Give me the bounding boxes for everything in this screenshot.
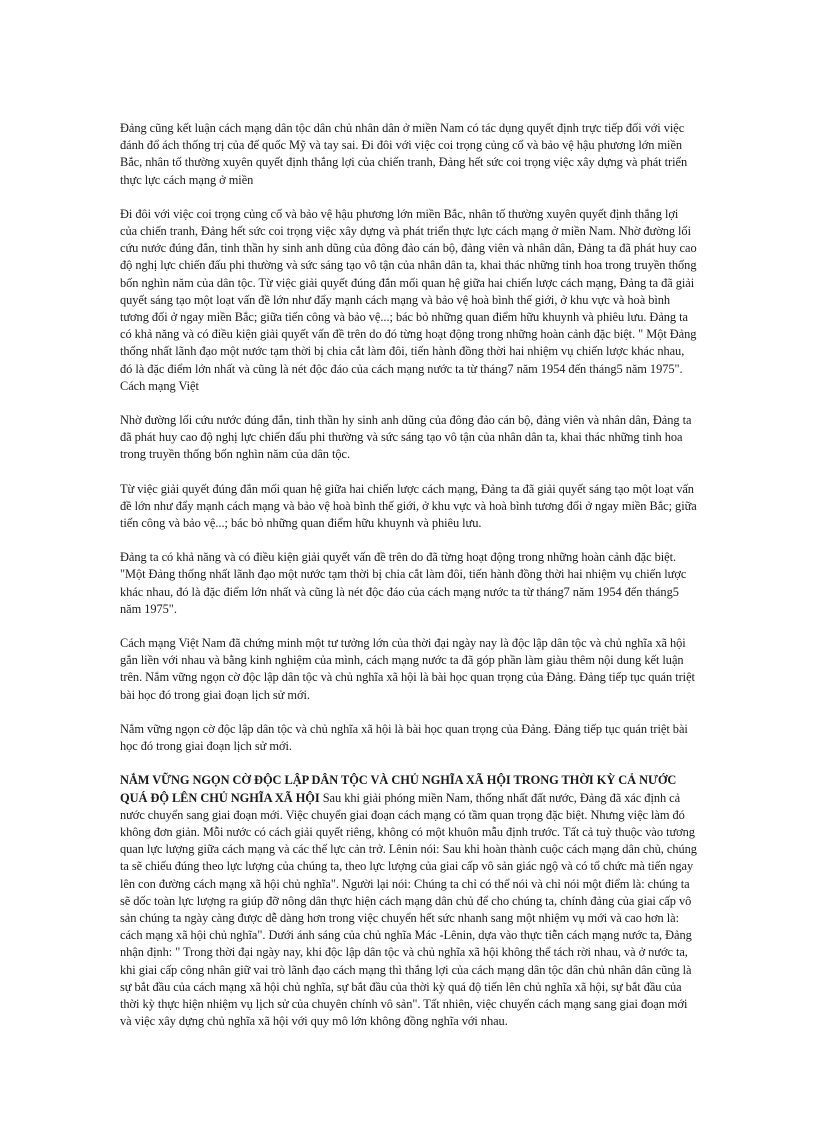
- document-page: [120, 120, 698, 1047]
- paragraph-2: Đi đôi với việc coi trọng củng cố và bảo vệ hậu phương lớn miền Bắc, nhân tố thường xuyên quyết định thắng lợi của chiến tranh, Đảng hết sức coi trọng việc xây dựng và phát triển thực lực cách mạng ở miền Nam. Nhờ đường lối cứu nước đúng đắn, tinh thần hy sinh anh dũng của đông đảo cán bộ, đảng viên và nhân dân, Đảng ta đã phát huy cao độ nghị lực chiến đấu phi thường và sức sáng tạo vô tận của nhân dân ta, khai thác những tinh hoa trong truyền thống bốn nghìn năm của dân tộc. Từ việc giải quyết đúng đắn mối quan hệ giữa hai chiến lược cách mạng, Đảng ta đã giải quyết sáng tạo một loạt vấn đề lớn như đẩy mạnh cách mạng và bảo vệ hoà bình thế giới, ở khu vực và hoà bình tương đối ở ngay miền Bắc; giữa tiến công và bảo vệ...; bác bỏ những quan điểm hữu khuynh và phiêu lưu. Đảng ta có khả năng và có điều kiện giải quyết vấn đề trên do đó từng hoạt động trong những hoàn cảnh đặc biệt. " Một Đảng thống nhất lãnh đạo một nước tạm thời bị chia cắt làm đôi, tiến hành đồng thời hai nhiệm vụ chiến lược khác nhau, đó là đặc điểm lớn nhất và cũng là nét độc đáo của cách mạng nước ta từ tháng7 năm 1954 đến tháng5 năm 1975". Cách mạng Việt: [120, 206, 697, 393]
- paragraph-6: Cách mạng Việt Nam đã chứng minh một tư tưởng lớn của thời đại ngày nay là độc lập dân tộc và chủ nghĩa xã hội gắn liền với nhau và bằng kinh nghiệm của mình, cách mạng nước ta đã góp phần làm giàu thêm nội dung kết luận trên. Nắm vững ngọn cờ độc lập dân tộc và chủ nghĩa xã hội là bài học quan trọng của Đảng. Đảng tiếp tục quán triệt bài học đó trong giai đoạn lịch sử mới.: [120, 636, 695, 702]
- paragraph-4: Từ việc giải quyết đúng đắn mối quan hệ giữa hai chiến lược cách mạng, Đảng ta đã giải quyết sáng tạo một loạt vấn đề lớn như đẩy mạnh cách mạng và bảo vệ hoà bình thế giới, ở khu vực và hoà bình tương đối ở ngay miền Bắc; giữa tiến công và bảo vệ...; bác bỏ những quan điểm hữu khuynh và phiêu lưu.: [120, 481, 697, 531]
- paragraph-5: Đảng ta có khả năng và có điều kiện giải quyết vấn đề trên do đã từng hoạt động trong những hoàn cảnh đặc biệt. "Một Đảng thống nhất lãnh đạo một nước tạm thời bị chia cắt làm đôi, tiến hành đồng thời hai nhiệm vụ chiến lược khác nhau, đó là đặc điểm lớn nhất và cũng là nét độc đáo của cách mạng nước ta từ tháng7 năm 1954 đến tháng5 năm 1975".: [120, 550, 687, 616]
- paragraph-7: Nắm vững ngọn cờ độc lập dân tộc và chủ nghĩa xã hội là bài học quan trọng của Đảng. Đảng tiếp tục quán triệt bài học đó trong giai đoạn lịch sử mới.: [120, 721, 688, 754]
- section-heading: NẮM VỮNG NGỌN CỜ ĐỘC LẬP DÂN TỘC VÀ CHỦ NGHĨA XÃ HỘI TRONG THỜI KỲ CẢ NƯỚC QUÁ ĐỘ LÊN CHỦ NGHĨA XÃ HỘI: [120, 773, 677, 805]
- paragraph-3: Nhờ đường lối cứu nước đúng đắn, tinh thần hy sinh anh dũng của đông đảo cán bộ, đảng viên và nhân dân, Đảng ta đã phát huy cao độ nghị lực chiến đấu phi thường và sức sáng tạo vô tận của nhân dân ta, khai thác những tinh hoa trong truyền thống bốn nghìn năm của dân tộc.: [120, 413, 692, 462]
- paragraph-1: Đảng cũng kết luận cách mạng dân tộc dân chủ nhân dân ở miền Nam có tác dụng quyết định trực tiếp đối với việc đánh đổ ách thống trị của đế quốc Mỹ và tay sai. Đi đôi với việc coi trọng củng cố và bảo vệ hậu phương lớn miền Bắc, nhân tố thường xuyên quyết định thắng lợi của chiến tranh, Đảng hết sức coi trọng việc xây dựng và phát triển thực lực cách mạng ở miền: [120, 121, 688, 187]
- final-section: [120, 772, 698, 1030]
- section-body: Sau khi giải phóng miền Nam, thống nhất đất nước, Đảng đã xác định cả nước chuyển sang giai đoạn mới. Việc chuyển giai đoạn cách mạng có tầm quan trọng đặc biệt. Nhưng việc làm đó không đơn giản. Mỗi nước có cách giải quyết riêng, không có một khuôn mẫu định trước. Tất cả tuỳ thuộc vào tương quan lực lượng giữa cách mạng và các thế lực cản trở. Lênin nói: Sau khi hoàn thành cuộc cách mạng dân chủ, chúng ta sẽ chiếu đúng theo lực lượng của chúng ta, theo lực lượng của giai cấp vô sản giác ngộ và có tổ chức mà tiến ngay lên con đường cách mạng xã hội chủ nghĩa". Người lại nói: Chúng ta chỉ có thể nói và chỉ nói một điểm là: chúng ta sẽ dốc toàn lực lượng ra giúp đỡ nông dân thực hiện cách mạng dân chủ để cho chúng ta, chính đảng của giai cấp vô sản chúng ta ngày càng được dễ dàng hơn trong việc chuyển hết sức nhanh sang một nhiệm vụ mới và cao hơn là: cách mạng xã hội chủ nghĩa". Dưới ánh sáng của chủ nghĩa Mác -Lênin, dựa vào thực tiễn cách mạng nước ta, Đảng nhận định: " Trong thời đại ngày nay, khi độc lập dân tộc và chủ nghĩa xã hội không thể tách rời nhau, và ở nước ta, khi giai cấp công nhân giữ vai trò lãnh đạo cách mạng thì thắng lợi của cách mạng dân tộc dân chủ nhân dân cũng là sự bắt đầu của cách mạng xã hội chủ nghĩa, sự bắt đầu của thời kỳ quá độ tiến lên chủ nghĩa xã hội, sự bắt đầu của thời kỳ thực hiện nhiệm vụ lịch sử của chuyên chính vô sản". Tất nhiên, việc chuyển cách mạng sang giai đoạn mới và việc xây dựng chủ nghĩa xã hội với quy mô lớn không đồng nghĩa với nhau.: [120, 790, 697, 1029]
